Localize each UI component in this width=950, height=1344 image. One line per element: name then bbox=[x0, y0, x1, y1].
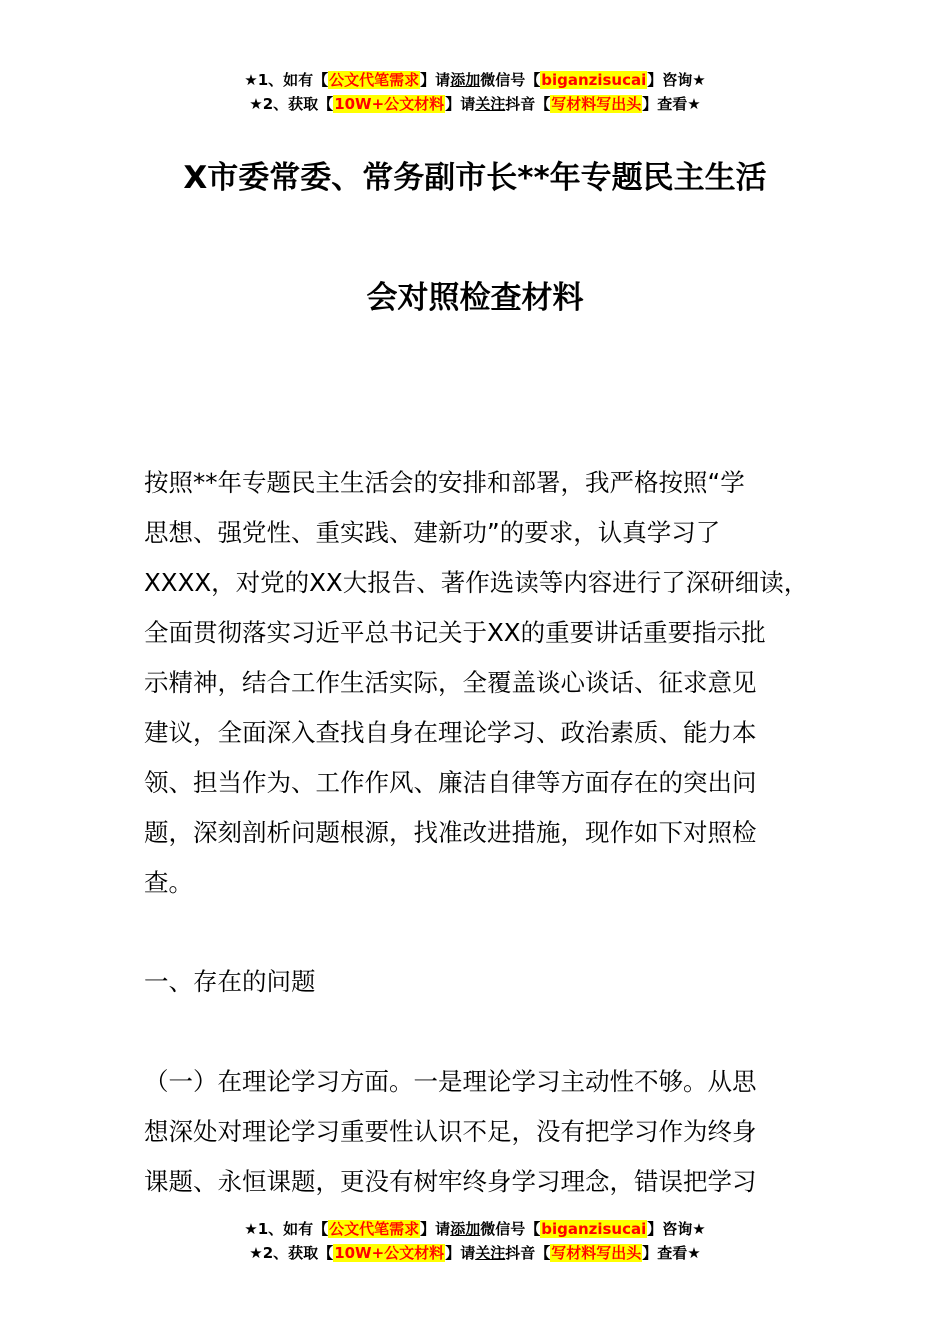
banner-text: 】查看★ bbox=[642, 95, 701, 113]
paragraph-line: XXXX，对党的XX大报告、著作选读等内容进行了深研细读， bbox=[144, 568, 809, 597]
banner-text: 抖音【 bbox=[505, 95, 551, 113]
banner-highlight: 10W+公文材料 bbox=[334, 1244, 445, 1262]
banner-text: ★1、如有【 bbox=[244, 71, 329, 89]
banner-text: 微信号【 bbox=[480, 1220, 541, 1238]
banner-text: 】请 bbox=[445, 1244, 476, 1262]
banner-highlight: biganzisucai bbox=[541, 71, 647, 89]
banner-text: 】请 bbox=[420, 71, 451, 89]
document-title-line-1: X市委常委、常务副市长**年专题民主生活 bbox=[183, 160, 767, 196]
banner-underline: 关注 bbox=[475, 95, 506, 113]
banner-text: 微信号【 bbox=[480, 71, 541, 89]
banner-highlight: 公文代笔需求 bbox=[329, 71, 420, 89]
banner-line-1 bbox=[0, 1217, 950, 1241]
paragraph-line: 示精神，结合工作生活实际，全覆盖谈心谈话、征求意见 bbox=[144, 668, 757, 697]
paragraph-line: 建议，全面深入查找自身在理论学习、政治素质、能力本 bbox=[144, 718, 757, 747]
banner-highlight: 写材料写出头 bbox=[551, 95, 642, 113]
banner-text: 】咨询★ bbox=[647, 71, 706, 89]
paragraph-line: 课题、永恒课题，更没有树牢终身学习理念，错误把学习 bbox=[144, 1167, 757, 1196]
banner-text: 】咨询★ bbox=[647, 1220, 706, 1238]
banner-underline: 添加 bbox=[450, 1220, 481, 1238]
banner-text: ★2、获取【 bbox=[249, 1244, 334, 1262]
banner-text: 】请 bbox=[420, 1220, 451, 1238]
intro-paragraph bbox=[144, 458, 834, 908]
section-heading-text: 一、存在的问题 bbox=[144, 967, 316, 996]
banner-underline: 添加 bbox=[450, 71, 481, 89]
paragraph-line: 按照**年专题民主生活会的安排和部署，我严格按照“学 bbox=[144, 468, 745, 497]
banner-line-1 bbox=[0, 68, 950, 92]
banner-text: 抖音【 bbox=[505, 1244, 551, 1262]
banner-text: 】请 bbox=[445, 95, 476, 113]
paragraph-line: 思想、强党性、重实践、建新功”的要求，认真学习了 bbox=[144, 518, 721, 547]
paragraph-line: 全面贯彻落实习近平总书记关于XX的重要讲话重要指示批 bbox=[144, 618, 766, 647]
banner-highlight: 写材料写出头 bbox=[551, 1244, 642, 1262]
paragraph-line: 查。 bbox=[144, 868, 193, 897]
section-paragraph bbox=[144, 1057, 834, 1207]
banner-highlight: 10W+公文材料 bbox=[334, 95, 445, 113]
header-banner bbox=[0, 68, 950, 116]
banner-underline: 关注 bbox=[475, 1244, 506, 1262]
banner-line-2 bbox=[0, 1241, 950, 1265]
banner-highlight: 公文代笔需求 bbox=[329, 1220, 420, 1238]
footer-banner bbox=[0, 1217, 950, 1265]
document-title-line-2: 会对照检查材料 bbox=[366, 280, 584, 316]
banner-highlight: biganzisucai bbox=[541, 1220, 647, 1238]
section-heading bbox=[144, 957, 834, 1007]
banner-text: ★2、获取【 bbox=[249, 95, 334, 113]
paragraph-line: 想深处对理论学习重要性认识不足，没有把学习作为终身 bbox=[144, 1117, 757, 1146]
banner-text: 】查看★ bbox=[642, 1244, 701, 1262]
paragraph-line: 题，深刻剖析问题根源，找准改进措施，现作如下对照检 bbox=[144, 818, 757, 847]
paragraph-line: 领、担当作为、工作作风、廉洁自律等方面存在的突出问 bbox=[144, 768, 757, 797]
paragraph-line: （一）在理论学习方面。一是理论学习主动性不够。从思 bbox=[144, 1067, 757, 1096]
banner-text: ★1、如有【 bbox=[244, 1220, 329, 1238]
banner-line-2 bbox=[0, 92, 950, 116]
